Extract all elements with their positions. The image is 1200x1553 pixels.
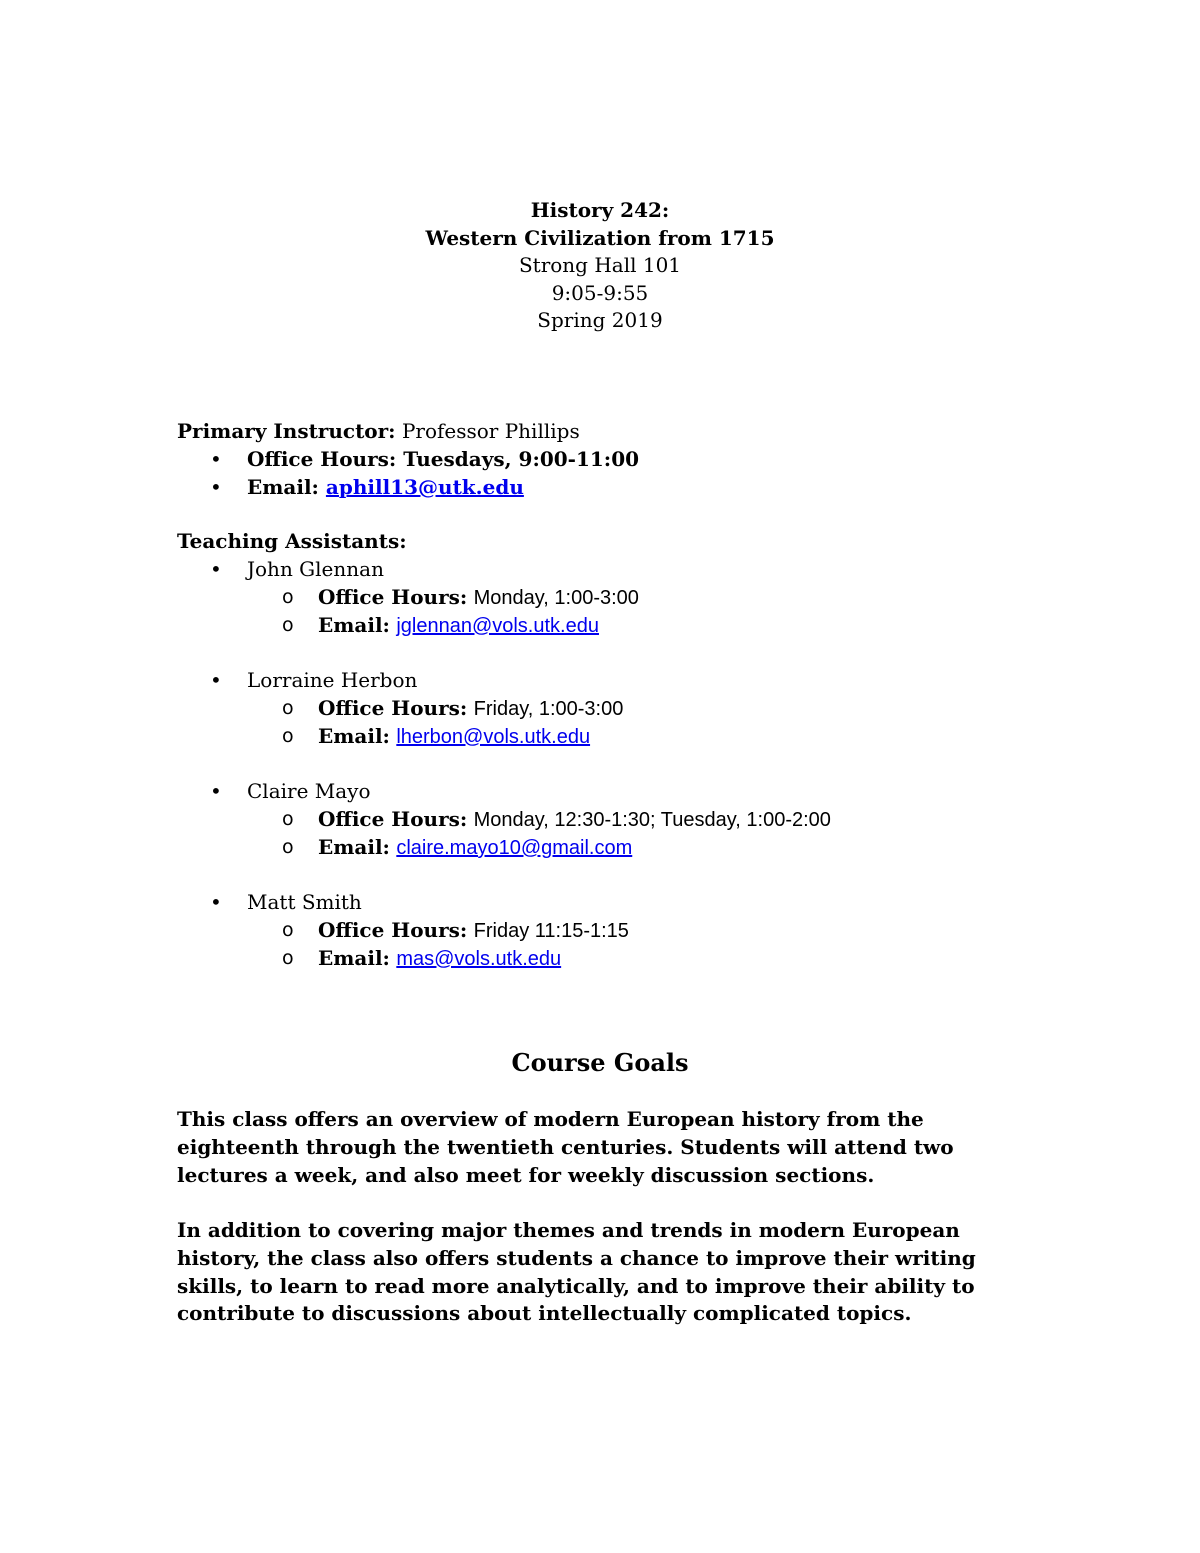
ta-email-label: Email: (318, 835, 390, 859)
ta-name-row (0, 778, 1200, 806)
goals-paragraph-1: This class offers an overview of modern European history from the eighteenth through the twentieth centuries. Students will attend two lectures a week, and also meet for weekly discussion sections. (177, 1107, 954, 1187)
sub-bullet-icon: o (282, 919, 294, 941)
goals-paragraph-2: In addition to covering major themes and trends in modern European history, the class also offers students a chance to improve their writing skills, to learn to read more analytically, and to improve their ability to contribute to discussions about intellectually complicated topics. (177, 1218, 976, 1326)
bullet-icon: • (210, 475, 222, 499)
sub-bullet-icon: o (282, 725, 294, 747)
ta-email-link[interactable]: lherbon@vols.utk.edu (396, 726, 591, 748)
ta-name: Matt Smith (247, 890, 362, 914)
ta-email-row (0, 945, 1200, 973)
ta-email-line (318, 945, 561, 974)
ta-office-hours-line (318, 584, 639, 613)
instructor-email (0, 474, 1200, 502)
course-header (0, 197, 1200, 335)
ta-office-hours-label: Office Hours: (318, 807, 468, 831)
sub-bullet-icon: o (282, 614, 294, 636)
ta-office-hours-label: Office Hours: (318, 585, 468, 609)
ta-office-hours-line (318, 695, 623, 724)
tas-label: Teaching Assistants: (177, 529, 407, 553)
ta-office-hours-line (318, 806, 831, 835)
instructor-email-line (247, 474, 524, 502)
ta-email-line (318, 612, 599, 641)
instructor-office-hours (0, 446, 1200, 474)
ta-email-row (0, 723, 1200, 751)
ta-name: John Glennan (247, 557, 384, 581)
sub-bullet-icon: o (282, 808, 294, 830)
ta-email-label: Email: (318, 724, 390, 748)
ta-office-hours-row (0, 806, 1200, 834)
ta-name-row (0, 889, 1200, 917)
instructor-office-hours-text: Office Hours: Tuesdays, 9:00-11:00 (247, 447, 640, 471)
instructor-line (177, 418, 580, 446)
ta-email-row (0, 834, 1200, 862)
sub-bullet-icon: o (282, 947, 294, 969)
course-number: History 242: (530, 198, 670, 222)
ta-email-link[interactable]: mas@vols.utk.edu (396, 948, 562, 970)
bullet-icon: • (210, 668, 222, 692)
ta-name: Claire Mayo (247, 779, 371, 803)
instructor-name: Professor Phillips (401, 419, 580, 443)
bullet-icon: • (210, 557, 222, 581)
ta-office-hours-value: Friday 11:15-1:15 (473, 920, 629, 942)
ta-office-hours-label: Office Hours: (318, 696, 468, 720)
sub-bullet-icon: o (282, 697, 294, 719)
ta-office-hours-row (0, 917, 1200, 945)
instructor-email-label: Email: (247, 475, 319, 499)
bullet-icon: • (210, 890, 222, 914)
ta-name-row (0, 667, 1200, 695)
ta-office-hours-value: Monday, 12:30-1:30; Tuesday, 1:00-2:00 (473, 809, 831, 831)
ta-office-hours-line (318, 917, 629, 946)
ta-email-label: Email: (318, 613, 390, 637)
instructor-label: Primary Instructor: (177, 419, 396, 443)
ta-email-row (0, 612, 1200, 640)
ta-office-hours-row (0, 584, 1200, 612)
ta-office-hours-value: Friday, 1:00-3:00 (473, 698, 624, 720)
course-title: Western Civilization from 1715 (425, 225, 775, 250)
course-term: Spring 2019 (537, 308, 663, 333)
ta-office-hours-row (0, 695, 1200, 723)
sub-bullet-icon: o (282, 586, 294, 608)
instructor-email-link[interactable]: aphill13@utk.edu (325, 475, 524, 499)
ta-email-label: Email: (318, 946, 390, 970)
ta-office-hours-label: Office Hours: (318, 918, 468, 942)
sub-bullet-icon: o (282, 836, 294, 858)
ta-email-line (318, 834, 632, 863)
ta-email-line (318, 723, 590, 752)
ta-email-link[interactable]: claire.mayo10@gmail.com (396, 837, 633, 859)
ta-name: Lorraine Herbon (247, 668, 418, 692)
bullet-icon: • (210, 779, 222, 803)
bullet-icon: • (210, 447, 222, 471)
course-location: Strong Hall 101 (518, 253, 682, 278)
course-goals-title: Course Goals (511, 1048, 689, 1077)
ta-office-hours-value: Monday, 1:00-3:00 (473, 587, 639, 609)
ta-email-link[interactable]: jglennan@vols.utk.edu (396, 615, 599, 637)
ta-name-row (0, 556, 1200, 584)
course-time: 9:05-9:55 (551, 280, 649, 305)
